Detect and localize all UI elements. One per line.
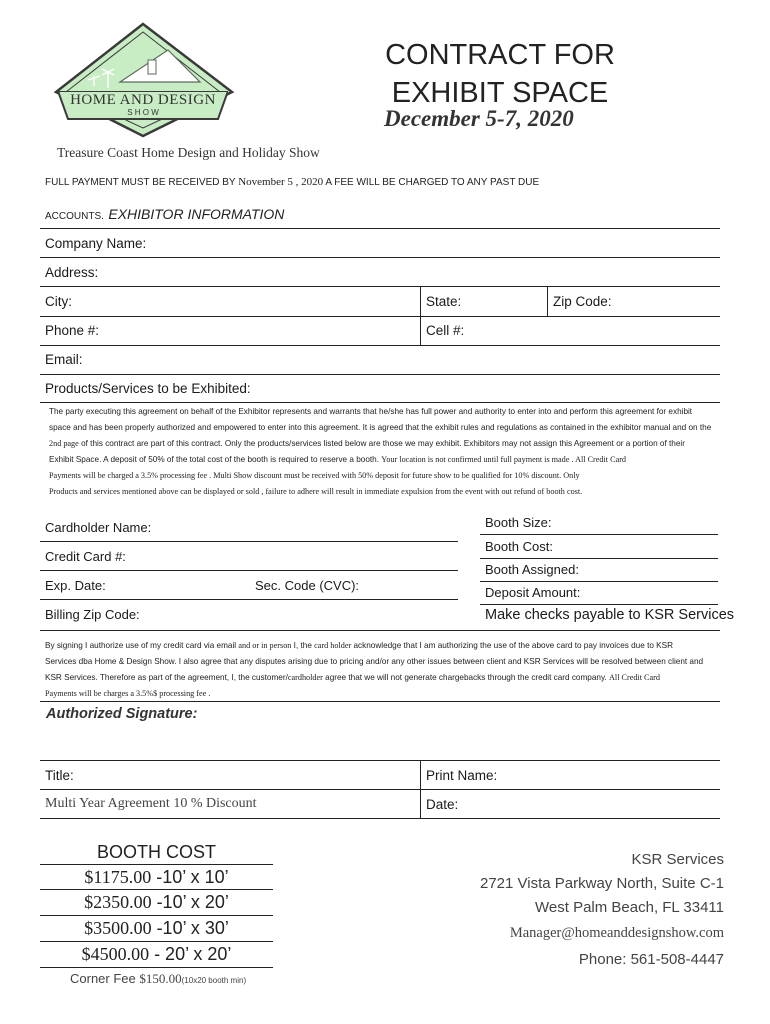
logo-banner <box>58 91 228 121</box>
event-subtitle: Treasure Coast Home Design and Holiday Show <box>57 145 320 160</box>
credit-card-field[interactable]: Credit Card #: <box>45 549 126 564</box>
multi-year-discount: Multi Year Agreement 10 % Discount <box>45 796 257 811</box>
address-field[interactable]: Address: <box>45 265 99 280</box>
cardholder-name-field[interactable]: Cardholder Name: <box>45 520 152 535</box>
print-name-field[interactable]: Print Name: <box>426 768 498 783</box>
accounts-line: ACCOUNTS. EXHIBITOR INFORMATION <box>45 206 285 222</box>
booth-price-row: $3500.00 -10’ x 30’ <box>84 918 229 938</box>
event-dates: December 5-7, 2020 <box>384 106 574 131</box>
cell-field[interactable]: Cell #: <box>426 323 465 338</box>
authorization-paragraph: By signing I authorize use of my credit card via email and or in person I, the card holder acknowledge that I am authorizing the use of the above card to pay invoices due to KSR Services dba Home & Design Show. I also agree that any disputes arising due to pricing and/or any other issues between client and KSR Services will be resolved between client and KSR Services. Therefore as part of the agreement, I, the customer/cardholder agree that we will not generate chargebacks through the credit card company. All Credit Card Payments will be charges a 3.5%$ processing fee . <box>45 641 704 698</box>
section-title-exhibitor: EXHIBITOR INFORMATION <box>108 206 285 222</box>
terms-paragraph: The party executing this agreement on behalf of the Exhibitor represents and warrants that he/she has full power and authority to enter into and perform this agreement for exhibit space and has been properly authorized and empowered to enter into this agreement. It is agreed that the exhibit rules and regulations as contained in the exhibitor manual and on the 2nd page of this contract are part of this contract. Only the products/services listed below are those we may exhibit. Exhibitors may not assign this Agreement or a portion of their Exhibit Space. A deposit of 50% of the total cost of the booth is required to reserve a booth. Your location is not confirmed until full payment is made . All Credit Card Payments will be charged a 3.5% processing fee . Multi Show discount must be received with 50% deposit for future show to be qualified for 10% discount. Only Products and services mentioned above can be displayed or sold , failure to adhere will result in immediate expulsion from the event with out refund of booth cost. <box>49 407 712 496</box>
state-field[interactable]: State: <box>426 294 462 309</box>
payment-notice: FULL PAYMENT MUST BE RECEIVED BY November 5 , 2020 A FEE WILL BE CHARGED TO ANY PAST DUE <box>45 176 540 188</box>
booth-cost-table <box>40 840 273 992</box>
page-title <box>360 36 640 112</box>
corner-fee: Corner Fee $150.00(10x20 booth min) <box>70 971 247 986</box>
products-field[interactable]: Products/Services to be Exhibited: <box>45 381 251 396</box>
deposit-amount-field[interactable]: Deposit Amount: <box>485 585 581 600</box>
due-date: November 5 , 2020 <box>238 176 324 188</box>
booth-price-row: $1175.00 -10’ x 10’ <box>84 867 229 887</box>
company-email[interactable]: Manager@homeanddesignshow.com <box>509 925 724 941</box>
company-address-2: West Palm Beach, FL 33411 <box>535 899 724 916</box>
booth-cost-field[interactable]: Booth Cost: <box>485 539 553 554</box>
logo-subtext: S H O W <box>127 108 159 117</box>
email-field[interactable]: Email: <box>45 352 83 367</box>
cvc-field[interactable]: Sec. Code (CVC): <box>255 578 360 593</box>
booth-price-row: $2350.00 -10’ x 20’ <box>84 892 229 912</box>
booth-assigned-field[interactable]: Booth Assigned: <box>485 562 579 577</box>
company-name: KSR Services <box>631 851 724 868</box>
title-line-1: CONTRACT FOR <box>385 39 615 71</box>
authorized-signature-field[interactable]: Authorized Signature: <box>46 706 198 722</box>
exp-date-field[interactable]: Exp. Date: <box>45 578 106 593</box>
phone-field[interactable]: Phone #: <box>45 323 100 338</box>
date-field[interactable]: Date: <box>426 797 459 812</box>
company-phone: Phone: 561-508-4447 <box>578 951 724 968</box>
checks-payable-note: Make checks payable to KSR Services <box>485 607 735 623</box>
title-field[interactable]: Title: <box>45 768 74 783</box>
booth-cost-heading: BOOTH COST <box>96 842 216 862</box>
booth-size-field[interactable]: Booth Size: <box>485 515 552 530</box>
zip-code-field[interactable]: Zip Code: <box>553 294 612 309</box>
house-logo-icon <box>50 20 236 140</box>
city-field[interactable]: City: <box>45 294 72 309</box>
title-line-2: EXHIBIT SPACE <box>391 77 609 109</box>
company-name-field[interactable]: Company Name: <box>45 236 147 251</box>
logo <box>50 20 236 140</box>
company-address-1: 2721 Vista Parkway North, Suite C-1 <box>479 875 724 892</box>
company-info <box>480 848 724 974</box>
logo-text: HOME AND DESIGN <box>70 92 216 108</box>
booth-price-row: $4500.00 - 20’ x 20’ <box>81 944 232 964</box>
billing-zip-field[interactable]: Billing Zip Code: <box>45 607 140 622</box>
